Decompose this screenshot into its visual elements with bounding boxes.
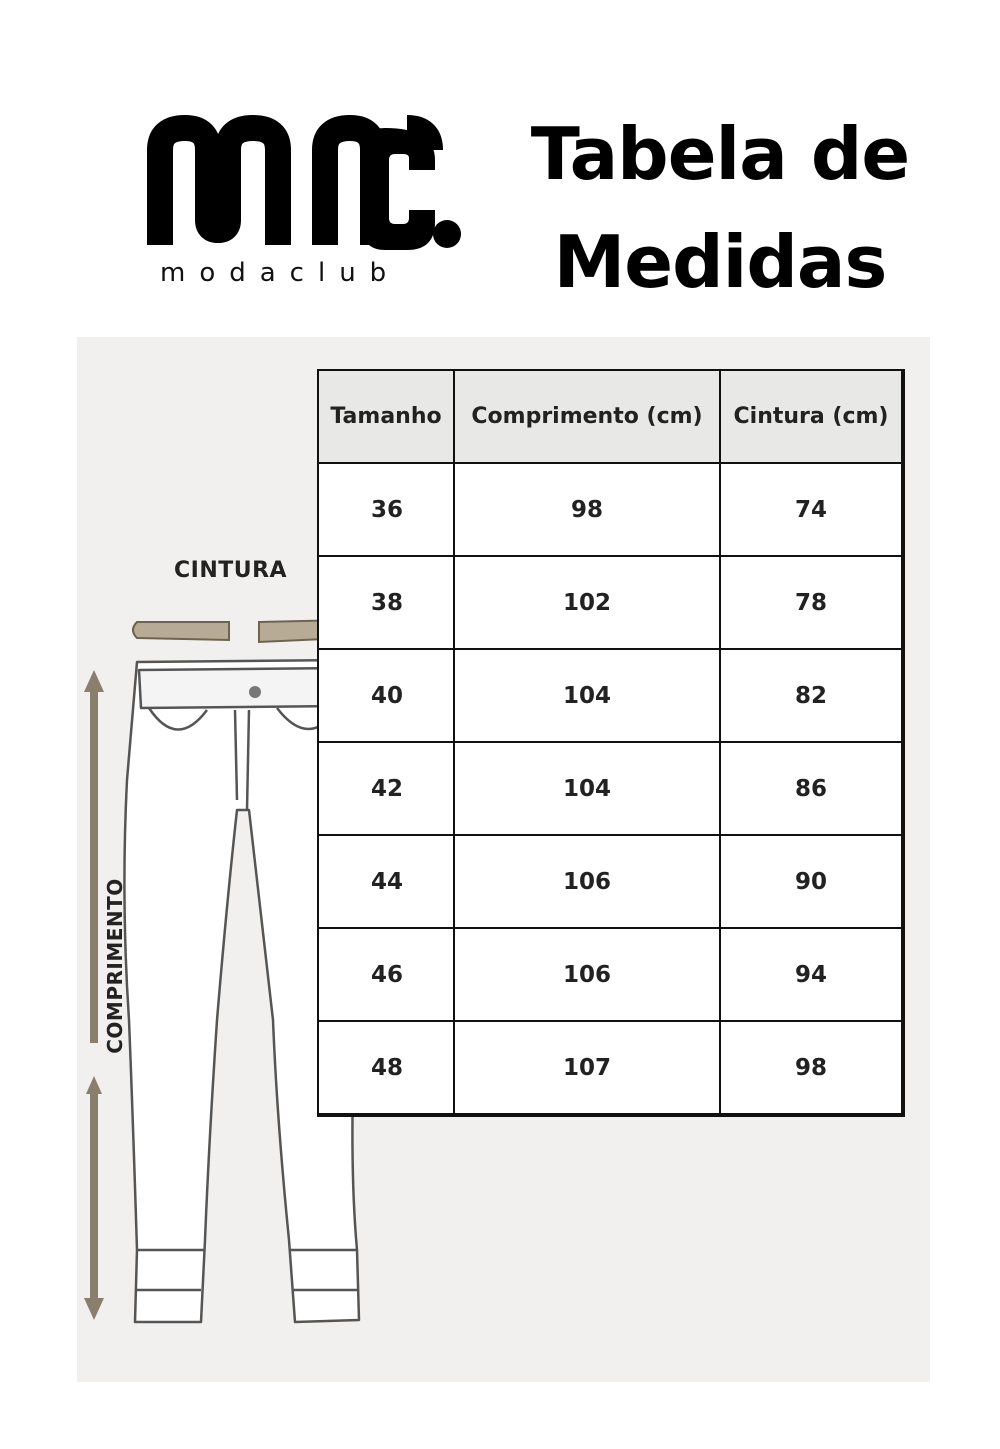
header-size: Tamanho — [318, 370, 454, 463]
waist-cell: 98 — [720, 1021, 903, 1115]
size-cell: 46 — [318, 928, 454, 1021]
page-title — [515, 100, 925, 316]
waist-cell: 74 — [720, 463, 903, 556]
brand-subtitle: modaclub — [160, 258, 401, 288]
waist-cell: 94 — [720, 928, 903, 1021]
size-cell: 38 — [318, 556, 454, 649]
length-cell: 104 — [454, 649, 720, 742]
length-cell: 107 — [454, 1021, 720, 1115]
table-row — [318, 556, 903, 649]
size-cell: 36 — [318, 463, 454, 556]
length-cell: 104 — [454, 742, 720, 835]
table-row — [318, 835, 903, 928]
waist-label: CINTURA — [174, 558, 288, 583]
size-cell: 42 — [318, 742, 454, 835]
size-table — [317, 369, 905, 1117]
header-length: Comprimento (cm) — [454, 370, 720, 463]
table-row — [318, 649, 903, 742]
table-row — [318, 463, 903, 556]
table-row — [318, 928, 903, 1021]
length-cell: 102 — [454, 556, 720, 649]
waist-cell: 86 — [720, 742, 903, 835]
title-line-1: Tabela de — [530, 112, 910, 196]
table-header-row — [318, 370, 903, 463]
table-row — [318, 742, 903, 835]
length-cell: 106 — [454, 928, 720, 1021]
length-label: COMPRIMENTO — [103, 878, 127, 1054]
length-cell: 98 — [454, 463, 720, 556]
header-waist: Cintura (cm) — [720, 370, 903, 463]
size-cell: 48 — [318, 1021, 454, 1115]
waist-cell: 82 — [720, 649, 903, 742]
size-cell: 44 — [318, 835, 454, 928]
table-row — [318, 1021, 903, 1115]
length-arrow — [84, 670, 104, 1320]
size-cell: 40 — [318, 649, 454, 742]
waist-cell: 90 — [720, 835, 903, 928]
length-cell: 106 — [454, 835, 720, 928]
title-line-2: Medidas — [553, 220, 887, 304]
waist-cell: 78 — [720, 556, 903, 649]
